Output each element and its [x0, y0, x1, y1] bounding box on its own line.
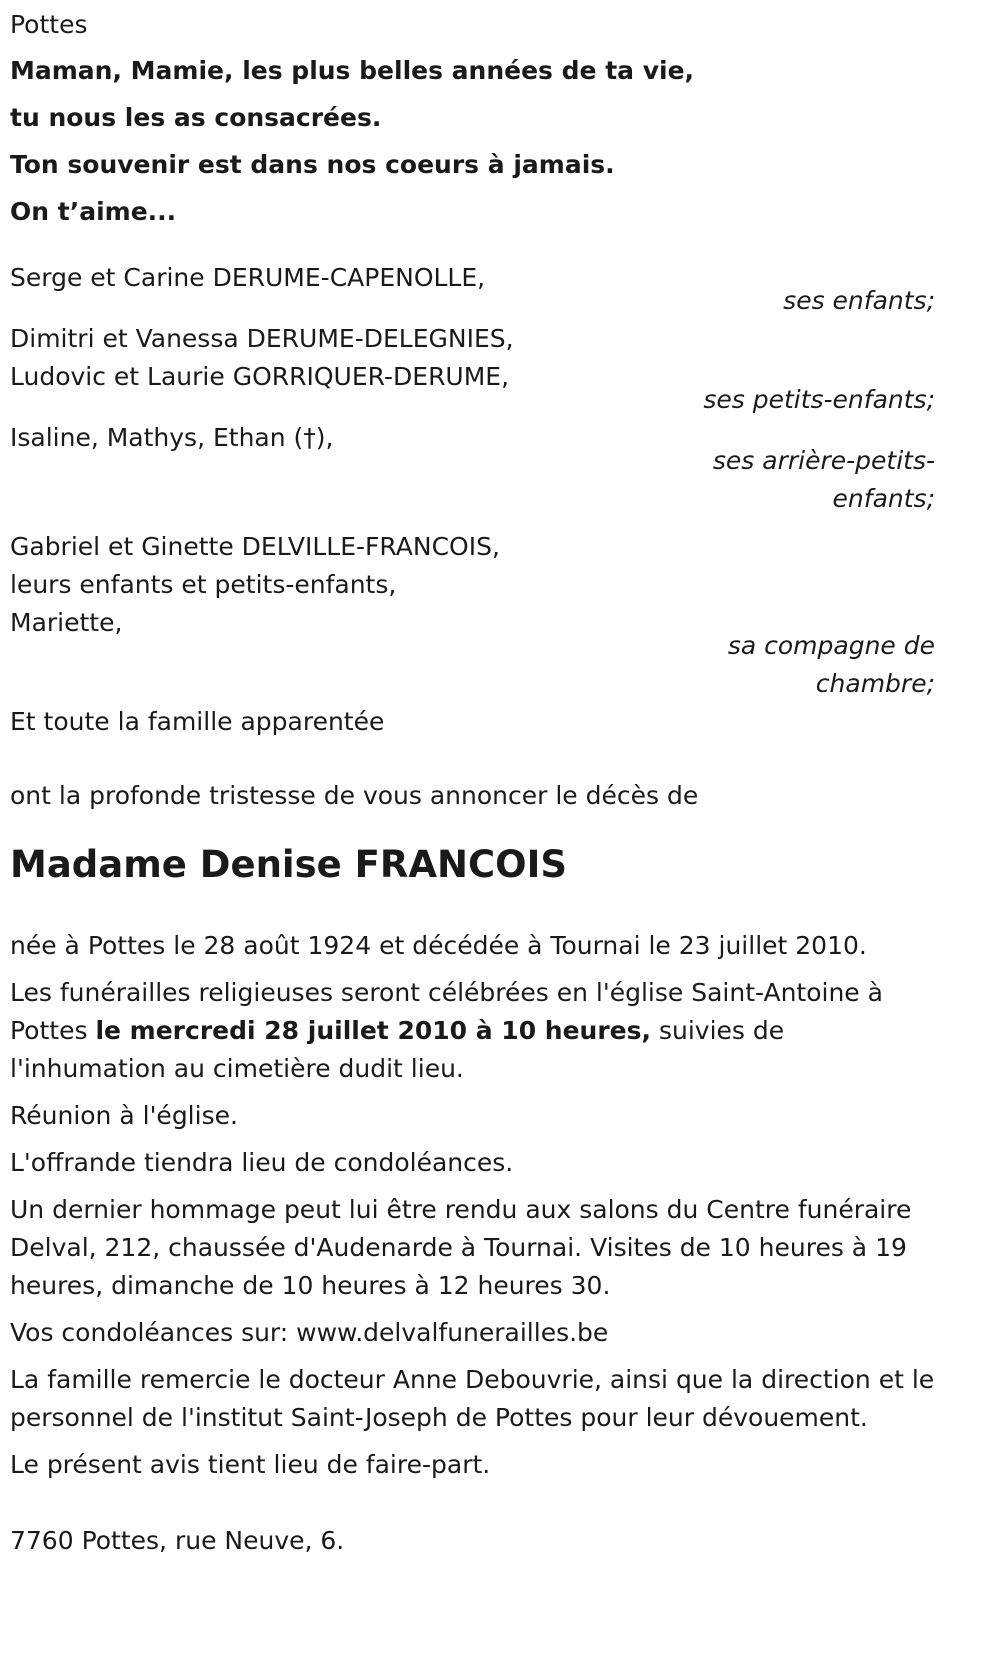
role-companion — [10, 627, 935, 703]
role-line: enfants; — [832, 484, 935, 513]
role-children: ses enfants; — [783, 286, 935, 315]
funeral-text: Les funérailles religieuses seront célébrées en l'église Saint-Antoine à Pottes — [10, 978, 883, 1045]
role-line: chambre; — [815, 669, 935, 698]
funeral-date: le mercredi 28 juillet 2010 à 10 heures, — [95, 1016, 652, 1045]
address: 7760 Pottes, rue Neuve, 6. — [10, 1526, 345, 1555]
family-children: Serge et Carine DERUME-CAPENOLLE, — [10, 263, 486, 292]
family-grandchildren: Ludovic et Laurie GORRIQUER-DERUME, — [10, 362, 510, 391]
family-other: Mariette, — [10, 608, 123, 637]
condolences-link: Vos condoléances sur: www.delvalfunerailles.be — [10, 1318, 609, 1347]
poem — [10, 52, 935, 231]
notice-note: Le présent avis tient lieu de faire-part. — [10, 1450, 491, 1479]
tribute-info: Un dernier hommage peut lui être rendu aux salons du Centre funéraire Delval, 212, chaussée d'Audenarde à Tournai. Visites de 10 heures à 19 heures, dimanche de 10 heures à 12 heures 30. — [10, 1195, 912, 1300]
family-other: leurs enfants et petits-enfants, — [10, 570, 397, 599]
role-grandchildren: ses petits-enfants; — [703, 385, 935, 414]
thanks-note: La famille remercie le docteur Anne Debouvrie, ainsi que la direction et le personnel de l'institut Saint-Joseph de Pottes pour leur dévouement. — [10, 1365, 935, 1432]
poem-line: tu nous les as consacrées. — [10, 103, 382, 132]
funeral-text: suivies de l'inhumation au cimetière dudit lieu. — [10, 1016, 785, 1083]
birth-death: née à Pottes le 28 août 1924 et décédée à Tournai le 23 juillet 2010. — [10, 931, 867, 960]
role-line: sa compagne de — [727, 631, 935, 660]
funeral-details — [10, 974, 935, 1088]
town-name: Pottes — [10, 10, 88, 39]
family-list — [10, 259, 935, 741]
family-other: Gabriel et Ginette DELVILLE-FRANCOIS, — [10, 532, 500, 561]
family-great-grandchildren: Isaline, Mathys, Ethan (†), — [10, 423, 334, 452]
poem-line: On t’aime... — [10, 197, 177, 226]
obituary-notice — [10, 6, 935, 1560]
meeting-place: Réunion à l'église. — [10, 1101, 238, 1130]
poem-line: Ton souvenir est dans nos coeurs à jamais. — [10, 150, 615, 179]
role-line: ses arrière-petits- — [712, 446, 935, 475]
family-relatives: Et toute la famille apparentée — [10, 707, 385, 736]
funeral-info — [10, 927, 935, 1484]
announcement: ont la profonde tristesse de vous annoncer le décès de — [10, 781, 699, 810]
deceased-name: Madame Denise FRANCOIS — [10, 843, 567, 886]
poem-line: Maman, Mamie, les plus belles années de ta vie, — [10, 56, 695, 85]
family-grandchildren: Dimitri et Vanessa DERUME-DELEGNIES, — [10, 324, 514, 353]
offering-note: L'offrande tiendra lieu de condoléances. — [10, 1148, 514, 1177]
